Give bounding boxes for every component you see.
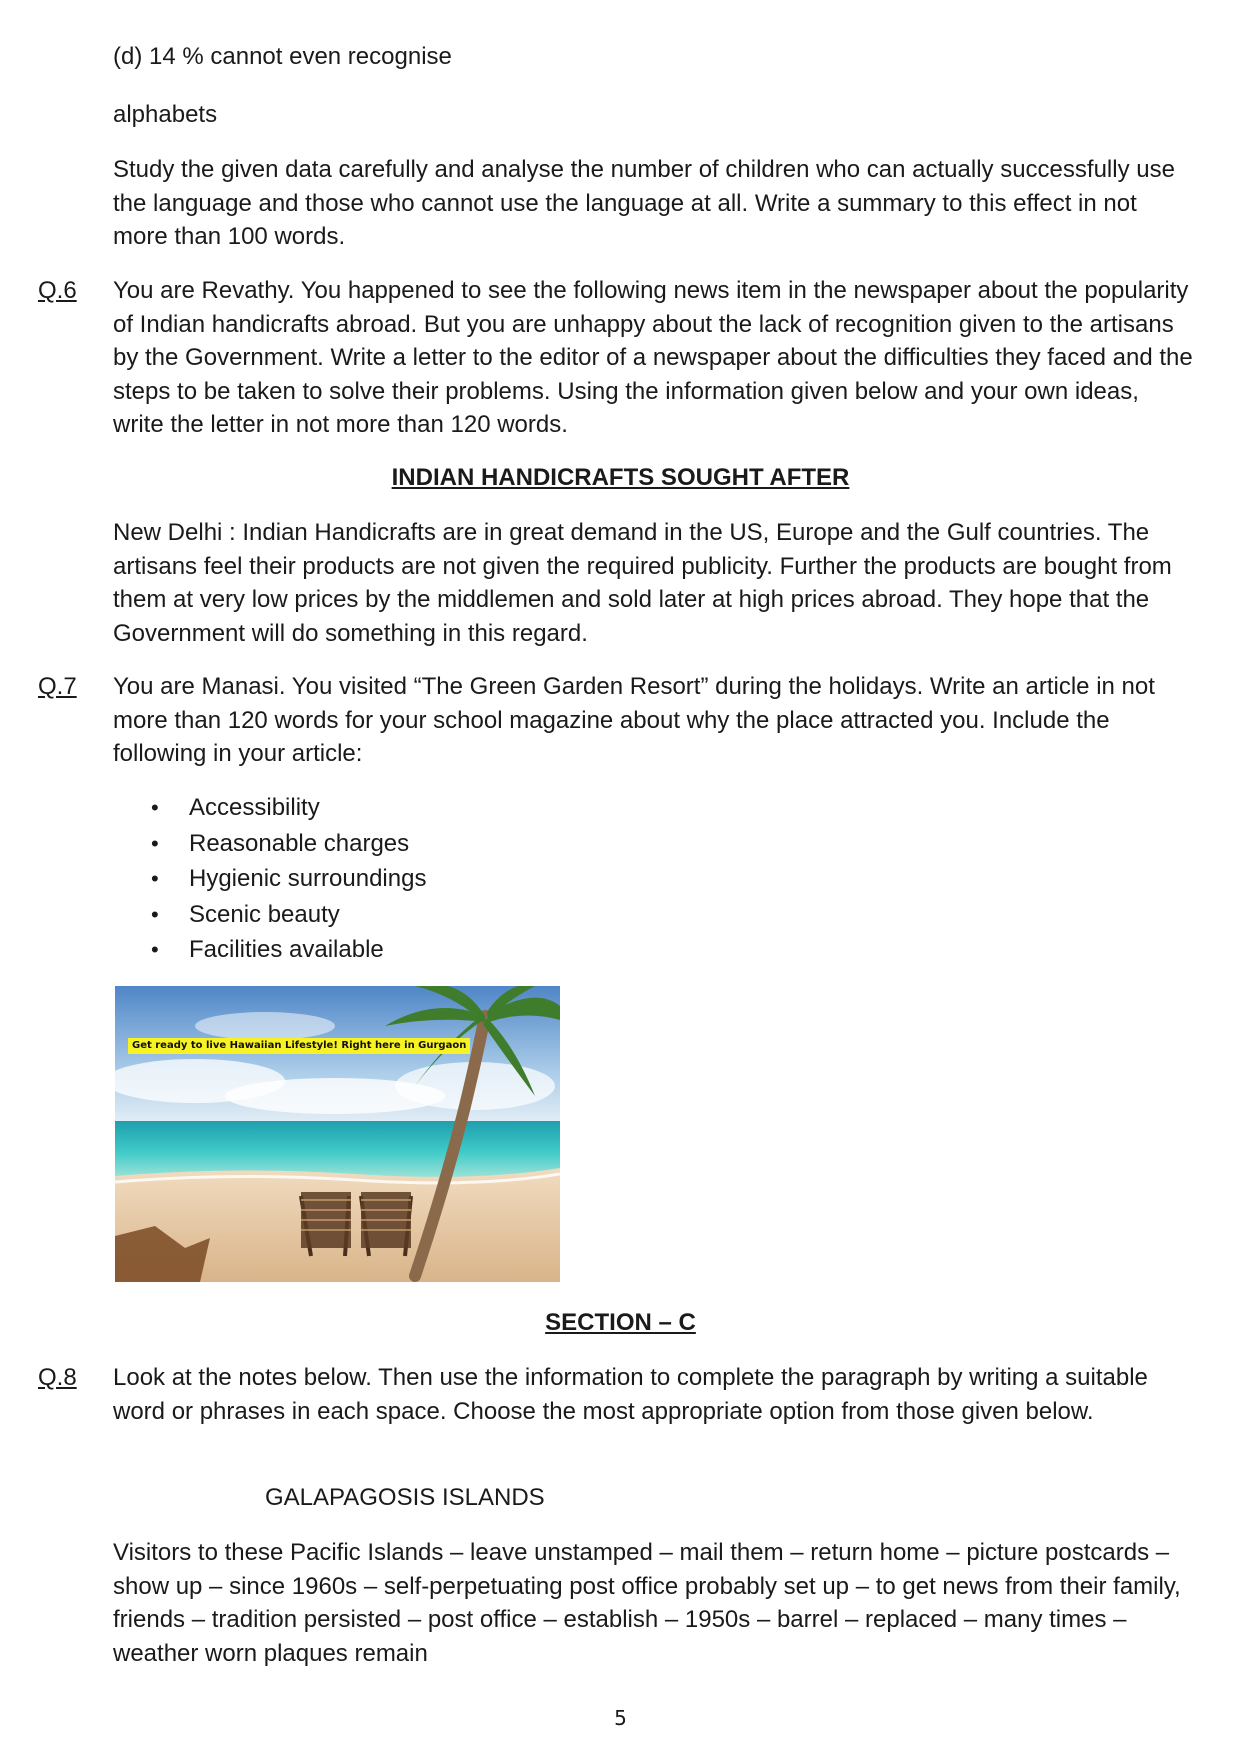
q6-question-text: You are Revathy. You happened to see the following news item in the newspaper about the popularity of Indian handicrafts abroad. But you are unhappy about the lack of recognition given to the artisans by the Government. Write a letter to the editor of a newspaper about the difficulties they faced and the steps to be taken to solve their problems. Using the information given below and your own ideas, write the letter in not more than 120 words.: [113, 277, 1193, 438]
option-d-text: (d) 14 % cannot even recognise: [113, 43, 452, 70]
resort-beach-photo: [115, 986, 560, 1282]
image-banner-text: Get ready to live Hawaiian Lifestyle! Right here in Gurgaon: [128, 1038, 470, 1054]
notes-title: GALAPAGOSIS ISLANDS: [265, 1484, 545, 1511]
list-item: • Reasonable charges: [113, 826, 426, 862]
article-points-list: [113, 790, 426, 968]
q7-number: Q.7: [38, 673, 77, 700]
page-number: 5: [614, 1706, 627, 1730]
q8-question-text: Look at the notes below. Then use the information to complete the paragraph by writing a suitable word or phrases in each space. Choose the most appropriate option from those given below.: [113, 1364, 1148, 1425]
list-item: • Accessibility: [113, 790, 426, 826]
summary-instruction: Study the given data carefully and analyse the number of children who can actually successfully use the language and those who cannot use the language at all. Write a summary to this effect in not more than 100 words.: [113, 156, 1175, 250]
option-d-continuation: alphabets: [113, 101, 218, 128]
beach-illustration: [115, 986, 560, 1282]
list-item: • Facilities available: [113, 932, 426, 968]
q6-number: Q.6: [38, 277, 77, 304]
q8-number: Q.8: [38, 1364, 77, 1391]
list-item: • Hygienic surroundings: [113, 861, 426, 897]
notes-text: Visitors to these Pacific Islands – leave unstamped – mail them – return home – picture postcards – show up – since 1960s – self-perpetuating post office probably set up – to get news from their family, friends – tradition persisted – post office – establish – 1950s – barrel – replaced – many times – weather worn plaques remain: [113, 1539, 1181, 1667]
q7-question-text: You are Manasi. You visited “The Green Garden Resort” during the holidays. Write an article in not more than 120 words for your school magazine about why the place attracted you. Include the following in your article:: [113, 673, 1155, 767]
list-item: • Scenic beauty: [113, 897, 426, 933]
news-body: New Delhi : Indian Handicrafts are in great demand in the US, Europe and the Gulf countries. The artisans feel their products are not given the required publicity. Further the products are bought from them at very low prices by the middlemen and sold later at high prices abroad. They hope that the Government will do something in this regard.: [113, 519, 1172, 647]
section-c-heading: SECTION – C: [545, 1309, 696, 1336]
news-heading: INDIAN HANDICRAFTS SOUGHT AFTER: [391, 464, 850, 491]
